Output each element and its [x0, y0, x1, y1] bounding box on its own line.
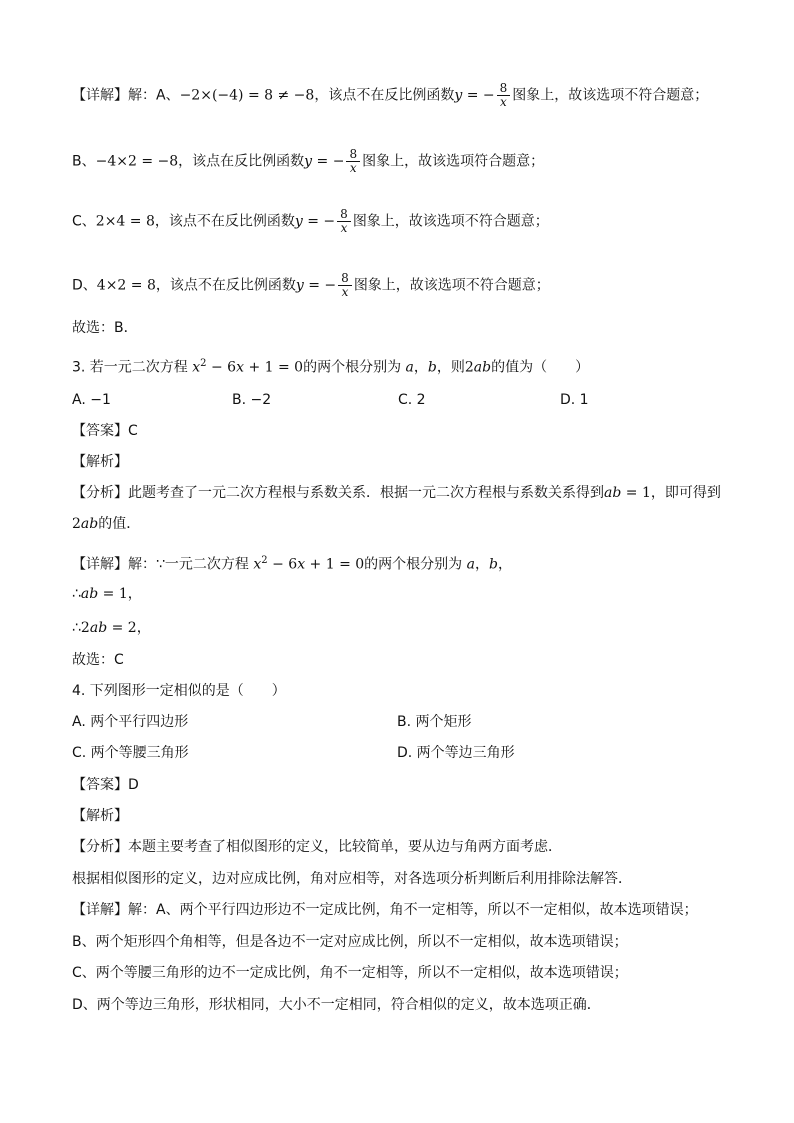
fraction-numerator: 8 — [337, 208, 351, 222]
q4-option: A. 两个平行四边形 — [72, 714, 189, 730]
fraction — [497, 82, 511, 109]
math-variable: b — [488, 556, 498, 573]
text-line: C、两个等腰三角形的边不一定成比例，角不一定相等，所以不一定相似，故本选项错误； — [72, 965, 628, 981]
q3-option: C. 2 — [398, 392, 426, 408]
text-line: B、两个矩形四个角相等，但是各边不一定对应成比例，所以不一定相似，故本选项错误； — [72, 934, 628, 950]
math-variable: ab — [80, 516, 99, 532]
text-run: ，该点在反比例函数 — [178, 153, 305, 170]
math-variable: y — [454, 87, 463, 104]
text-run: ， — [497, 556, 512, 573]
q3-option: B. −2 — [232, 392, 272, 408]
text-line — [72, 681, 286, 701]
text-run: 【解析】 — [72, 454, 128, 470]
math-run: −2×(−4) = 8 ≠ −8 — [179, 87, 315, 104]
text-run: 【详解】解：∵一元二次方程 — [72, 556, 254, 573]
text-line: D、两个等边三角形，形状相同，大小不一定相同，符合相似的定义，故本选项正确． — [72, 997, 601, 1013]
fraction — [338, 272, 352, 299]
math-run: + 1 = 0 — [244, 359, 304, 376]
text-run: 的两个根分别为 — [364, 556, 467, 573]
fraction — [337, 208, 351, 235]
text-line — [72, 82, 708, 109]
fraction-denominator: x — [341, 285, 349, 299]
math-run: 4×2 = 8 — [96, 277, 156, 294]
math-variable: y — [295, 277, 304, 294]
text-line — [72, 514, 140, 534]
math-run: = 2 — [107, 620, 137, 636]
text-run: ，则 — [436, 359, 465, 376]
q4-option: B. 两个矩形 — [397, 714, 472, 730]
text-line — [72, 584, 142, 604]
math-variable: ab — [89, 620, 108, 636]
text-line — [72, 452, 128, 472]
text-run: ∴ — [72, 586, 81, 602]
text-line: 【详解】解：A、两个平行四边形边不一定成比例，角不一定相等，所以不一定相似，故本选项错误； — [72, 902, 698, 918]
text-line — [72, 208, 549, 235]
text-line — [72, 354, 589, 378]
text-line — [72, 551, 512, 575]
math-run: 2×4 = 8 — [95, 213, 155, 230]
math-variable: x — [297, 556, 306, 573]
q3-option: D. 1 — [560, 392, 589, 408]
text-run: ， — [136, 620, 151, 636]
math-run: = 1 — [98, 586, 128, 602]
text-run: ， — [413, 359, 428, 376]
text-run: 图象上，故该选项符合题意； — [362, 153, 545, 170]
math-variable: b — [427, 359, 437, 376]
math-variable: y — [304, 153, 313, 170]
text-line: 根据相似图形的定义，边对应成比例，角对应相等，对各选项分析判断后利用排除法解答． — [72, 871, 632, 887]
math-superscript: 2 — [261, 555, 268, 566]
q3-option: A. −1 — [72, 392, 111, 408]
math-variable: y — [294, 213, 303, 230]
fraction-denominator: x — [349, 161, 357, 175]
text-line — [72, 421, 138, 441]
text-line — [72, 148, 544, 175]
text-run: ，该点不在反比例函数 — [154, 213, 295, 230]
math-variable: ab — [604, 485, 622, 501]
fraction-denominator: x — [500, 95, 507, 109]
math-run: 2 — [464, 359, 474, 376]
text-run: 【答案】C — [72, 423, 138, 439]
math-variable: ab — [80, 586, 99, 602]
text-line — [72, 272, 550, 299]
q4-option: D. 两个等边三角形 — [397, 745, 515, 761]
text-line — [72, 483, 721, 503]
fraction-numerator: 8 — [338, 272, 352, 286]
fraction-numerator: 8 — [497, 82, 511, 96]
math-run: 2 — [72, 516, 81, 532]
math-variable: ab — [473, 359, 492, 376]
text-run: 的值． — [98, 516, 141, 532]
text-run: ， — [127, 586, 142, 602]
text-line: 【解析】 — [72, 808, 128, 824]
math-superscript: 2 — [200, 358, 207, 369]
text-run: 故选：B． — [72, 320, 138, 336]
fraction-numerator: 8 — [346, 148, 360, 162]
math-run: = − — [303, 277, 337, 294]
q4-option: C. 两个等腰三角形 — [72, 745, 189, 761]
math-run: = 1 — [621, 485, 651, 501]
text-run: 图象上，故该选项不符合题意； — [352, 213, 549, 230]
math-run: − 6 — [206, 359, 237, 376]
text-run: 4. 下列图形一定相似的是（ ） — [72, 683, 286, 699]
math-variable: x — [253, 556, 262, 573]
text-run: 的值为（ ） — [491, 359, 590, 376]
text-run: ∴ — [72, 620, 81, 636]
text-run: C、 — [72, 213, 96, 230]
math-run: = − — [462, 87, 495, 104]
text-run: D、 — [72, 277, 97, 294]
math-run: 2 — [80, 620, 90, 636]
math-run: = − — [302, 213, 336, 230]
text-run: 3. 若一元二次方程 — [72, 359, 193, 376]
math-run: −4×2 = −8 — [95, 153, 179, 170]
text-run: 【分析】此题考查了一元二次方程根与系数关系．根据一元二次方程根与系数关系得到 — [72, 485, 604, 501]
math-variable: x — [236, 359, 244, 376]
text-run: B、 — [72, 153, 96, 170]
text-run: 故选：C — [72, 652, 124, 668]
text-line — [72, 318, 138, 338]
text-run: ，该点不在反比例函数 — [155, 277, 296, 294]
text-run: ， — [474, 556, 489, 573]
fraction-denominator: x — [340, 221, 348, 235]
text-line — [72, 650, 124, 670]
text-line: 【分析】本题主要考查了相似图形的定义，比较简单，要从边与角两方面考虑． — [72, 839, 562, 855]
text-run: 图象上，故该选项不符合题意； — [353, 277, 550, 294]
math-run: = − — [312, 153, 345, 170]
math-run: + 1 = 0 — [305, 556, 365, 573]
text-run: 【详解】解：A、 — [72, 87, 180, 104]
text-run: ，该点不在反比例函数 — [314, 87, 455, 104]
text-line: 【答案】D — [72, 777, 139, 793]
text-line — [72, 618, 151, 638]
fraction — [346, 148, 360, 175]
text-run: 的两个根分别为 — [303, 359, 406, 376]
text-run: 图象上，故该选项不符合题意； — [512, 87, 709, 104]
math-variable: a — [405, 359, 414, 376]
math-variable: x — [192, 359, 201, 376]
math-run: − 6 — [267, 556, 298, 573]
math-variable: a — [466, 556, 475, 573]
text-run: ，即可得到 — [650, 485, 721, 501]
